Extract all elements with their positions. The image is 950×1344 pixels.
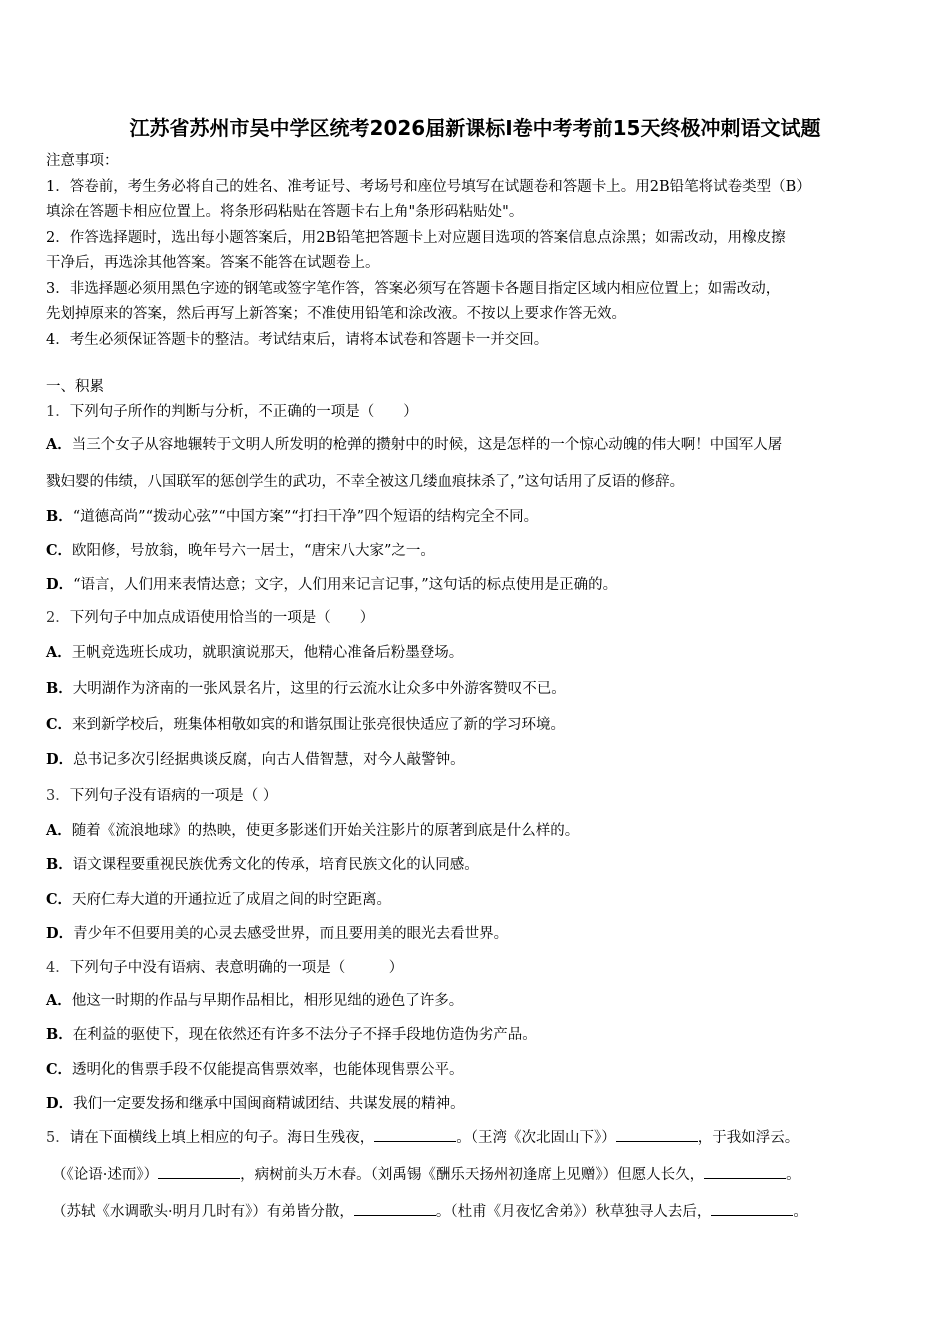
question-4-option-a: [46, 992, 910, 1010]
notes-line: 先划掉原来的答案，然后再写上新答案；不准使用铅笔和涂改液。不按以上要求作答无效。: [46, 306, 626, 322]
option-letter: A．: [46, 436, 72, 453]
option-text: 天府仁寿大道的开通拉近了成眉之间的时空距离。: [72, 892, 392, 908]
option-letter: A．: [46, 822, 72, 839]
question-text: 下列句子所作的判断与分析，不正确的一项是（ ）: [69, 404, 418, 420]
question-text: 。: [786, 1167, 801, 1183]
option-letter: C．: [46, 542, 73, 559]
option-text: 来到新学校后，班集体相敬如宾的和谐氛围让张亮很快适应了新的学习环境。: [72, 717, 566, 733]
option-letter: C．: [46, 716, 73, 733]
answer-blank[interactable]: [616, 1129, 698, 1142]
option-text: 语文课程要重视民族优秀文化的传承，培育民族文化的认同感。: [72, 857, 479, 873]
question-number: 5．: [46, 1130, 70, 1146]
question-3-stem: [46, 787, 910, 805]
question-text: 下列句子没有语病的一项是（ ）: [69, 788, 278, 804]
question-4-option-b: [46, 1026, 910, 1044]
question-text: 下列句子中加点成语使用恰当的一项是（ ）: [69, 610, 375, 626]
question-number: 4．: [46, 960, 70, 976]
question-1-stem: [46, 403, 910, 421]
question-text: 。: [793, 1204, 808, 1220]
question-text: 。（杜甫《月夜忆舍弟》）秋草独寻人去后，: [435, 1204, 712, 1220]
question-text: （苏轼《水调歌头·明月几时有》）有弟皆分散，: [52, 1204, 354, 1220]
question-5-line-3: [52, 1203, 910, 1221]
notes-heading: 注意事项：: [46, 153, 119, 169]
question-number: 2．: [46, 610, 70, 626]
answer-blank[interactable]: [704, 1166, 786, 1179]
question-text: ，于我如浮云。: [697, 1130, 800, 1146]
question-number: 1．: [46, 404, 70, 420]
option-text: 他这一时期的作品与早期作品相比，相形见绌的逊色了许多。: [71, 993, 464, 1009]
notes-line: 2．作答选择题时，选出每小题答案后，用2B铅笔把答题卡上对应题目选项的答案信息点涂黑；如需改动，用橡皮擦: [46, 230, 786, 246]
notes-line: 4．考生必须保证答题卡的整洁。考试结束后，请将本试卷和答题卡一并交回。: [46, 332, 549, 348]
question-2-option-a: [46, 644, 910, 662]
question-1-option-d: [46, 576, 910, 594]
page-title: 江苏省苏州市吴中学区统考2026届新课标Ⅰ卷中考考前15天终极冲刺语文试题: [129, 116, 821, 140]
option-letter: B．: [46, 856, 73, 873]
option-letter: B．: [46, 508, 73, 525]
notes-line: 3．非选择题必须用黑色字迹的钢笔或签字笔作答，答案必须写在答题卡各题目指定区域内相应位置上；如需改动，: [46, 281, 781, 297]
question-3-option-d: [46, 925, 910, 943]
option-text: 透明化的售票手段不仅能提高售票效率，也能体现售票公平。: [72, 1062, 464, 1078]
option-letter: C．: [46, 1061, 73, 1078]
option-text: 欧阳修，号放翁，晚年号六一居士，“唐宋八大家”之一。: [72, 543, 435, 559]
option-text: 在利益的驱使下，现在依然还有许多不法分子不择手段地仿造伪劣产品。: [72, 1027, 537, 1043]
option-text: 随着《流浪地球》的热映，使更多影迷们开始关注影片的原著到底是什么样的。: [71, 823, 580, 839]
option-letter: D．: [46, 1095, 74, 1112]
notes-line: 干净后，再选涂其他答案。答案不能答在试题卷上。: [46, 255, 380, 271]
answer-blank[interactable]: [374, 1129, 456, 1142]
answer-blank[interactable]: [158, 1166, 240, 1179]
question-2-option-c: [46, 716, 910, 734]
question-3-option-a: [46, 822, 910, 840]
question-2-option-b: [46, 680, 910, 698]
option-letter: A．: [46, 992, 72, 1009]
notes-line: 1．答卷前，考生务必将自己的姓名、准考证号、考场号和座位号填写在试题卷和答题卡上。用2B铅笔将试卷类型（B）: [46, 179, 811, 195]
question-4-option-d: [46, 1095, 910, 1113]
notes-line: 填涂在答题卡相应位置上。将条形码粘贴在答题卡右上角"条形码粘贴处"。: [46, 204, 524, 220]
question-5-line-2: [52, 1166, 910, 1184]
option-letter: B．: [46, 1026, 73, 1043]
option-letter: D．: [46, 751, 74, 768]
option-text: 青少年不但要用美的心灵去感受世界，而且要用美的眼光去看世界。: [73, 926, 509, 942]
question-text: 请在下面横线上填上相应的句子。海日生残夜，: [69, 1130, 375, 1146]
question-text: ，病树前头万木春。（刘禹锡《酬乐天扬州初逢席上见赠》）但愿人长久，: [240, 1167, 705, 1183]
option-text: 当三个女子从容地辗转于文明人所发明的枪弹的攒射中的时候，这是怎样的一个惊心动魄的伟大啊！中国军人屠: [71, 437, 783, 453]
option-text: “道德高尚”“拨动心弦”“中国方案”“打扫干净”四个短语的结构完全不同。: [72, 509, 539, 525]
question-1-option-a: [46, 436, 910, 454]
question-3-option-c: [46, 891, 910, 909]
answer-blank[interactable]: [354, 1203, 436, 1216]
section-heading: 一、积累: [46, 379, 104, 395]
option-letter: D．: [46, 576, 74, 593]
option-text: 大明湖作为济南的一张风景名片，这里的行云流水让众多中外游客赞叹不已。: [72, 681, 566, 697]
question-text: 。（王湾《次北固山下》）: [456, 1130, 616, 1146]
option-text: 王帆竞选班长成功，就职演说那天，他精心准备后粉墨登场。: [71, 645, 464, 661]
question-number: 3．: [46, 788, 70, 804]
option-text: 总书记多次引经据典谈反腐，向古人借智慧，对今人敲警钟。: [73, 752, 465, 768]
question-4-stem: [46, 959, 910, 977]
question-2-stem: [46, 609, 910, 627]
option-letter: D．: [46, 925, 74, 942]
question-5-line-1: [46, 1129, 910, 1147]
question-1-option-c: [46, 542, 910, 560]
question-1-option-b: [46, 508, 910, 526]
answer-blank[interactable]: [711, 1203, 793, 1216]
option-letter: A．: [46, 644, 72, 661]
question-4-option-c: [46, 1061, 910, 1079]
question-2-option-d: [46, 751, 910, 769]
question-text: （《论语·述而》）: [52, 1167, 159, 1183]
option-letter: B．: [46, 680, 73, 697]
question-1-option-a-cont: 戮妇婴的伟绩，八国联军的惩创学生的武功，不幸全被这几缕血痕抹杀了，”这句话用了反语的修辞。: [46, 474, 685, 490]
question-3-option-b: [46, 856, 910, 874]
option-letter: C．: [46, 891, 73, 908]
question-text: 下列句子中没有语病、表意明确的一项是（ ）: [69, 960, 404, 976]
option-text: “语言，人们用来表情达意；文字，人们用来记言记事，”这句话的标点使用是正确的。: [73, 577, 618, 593]
option-text: 我们一定要发扬和继承中国闽商精诚团结、共谋发展的精神。: [73, 1096, 465, 1112]
